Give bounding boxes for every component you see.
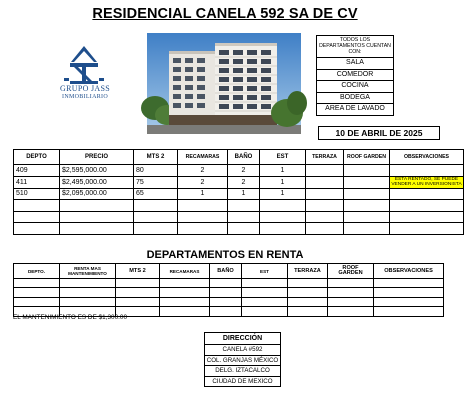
- table-cell: 65: [134, 188, 178, 200]
- header-cell: BAÑO: [228, 150, 260, 165]
- table-cell: [344, 176, 390, 188]
- address-line: CIUDAD DE MEXICO: [205, 376, 280, 387]
- table-cell: 1: [260, 188, 306, 200]
- table-cell: [390, 223, 464, 235]
- table-header-row: [14, 150, 464, 165]
- table-cell: [306, 165, 344, 177]
- table-cell: $2,495,000.00: [60, 176, 134, 188]
- table-cell: [306, 188, 344, 200]
- address-line: COL. GRANJAS MÉXICO: [206, 356, 279, 364]
- table-cell: [390, 188, 464, 200]
- table-cell: [242, 279, 288, 288]
- address-heading: DIRECCIÓN: [222, 335, 263, 342]
- header-cell: OBSERVACIONES: [374, 264, 444, 279]
- rent-section-title: DEPARTAMENTOS EN RENTA: [146, 249, 304, 261]
- table-cell: [134, 200, 178, 212]
- header-cell: ROOF GARDEN: [328, 264, 374, 279]
- table-cell: 1: [260, 176, 306, 188]
- table-cell: [390, 211, 464, 223]
- table-cell: [328, 288, 374, 297]
- header-cell: TERRAZA: [306, 150, 344, 165]
- table-row: [14, 188, 464, 200]
- table-cell: 2: [228, 176, 260, 188]
- table-cell: [60, 288, 116, 297]
- table-cell: [260, 211, 306, 223]
- table-cell: [60, 297, 116, 306]
- table-cell: [306, 211, 344, 223]
- header-cell: EST: [242, 264, 288, 279]
- amenity-item: AREA DE LAVADO: [325, 105, 385, 112]
- table-cell: [288, 307, 328, 316]
- table-cell: [306, 176, 344, 188]
- table-cell: $2,595,000.00: [60, 165, 134, 177]
- address-line: DELG. IZTACALCO: [205, 365, 280, 376]
- table-cell: [14, 288, 60, 297]
- table-cell: [306, 200, 344, 212]
- table-cell: [374, 307, 444, 316]
- table-cell: 411: [14, 176, 60, 188]
- header-cell: DEPTO.: [14, 264, 60, 279]
- table-cell: [160, 288, 210, 297]
- table-cell: [288, 288, 328, 297]
- table-cell: [210, 297, 242, 306]
- table-cell: [260, 200, 306, 212]
- table-cell: [344, 200, 390, 212]
- amenities-heading: TODOS LOS DEPARTAMENTOS CUENTAN CON:: [317, 36, 393, 58]
- table-header-row: [14, 264, 444, 279]
- amenity-item: COCINA: [317, 81, 393, 93]
- address-box: [204, 332, 281, 387]
- table-row: [14, 288, 444, 297]
- amenity-item: SALA: [317, 58, 393, 70]
- logo-text: [30, 84, 140, 100]
- header-cell: MTS 2: [134, 150, 178, 165]
- amenity-item: BODEGA: [317, 93, 393, 105]
- table-row: [14, 223, 464, 235]
- table-cell: [210, 279, 242, 288]
- table-cell: $2,095,000.00: [60, 188, 134, 200]
- observation-note: ESTA RENTADO, SE PUEDE VENDER A UN INVERSIONISTA: [391, 176, 462, 187]
- maintenance-note: EL MANTENIMIENTO ES DE $1,300.00: [13, 314, 128, 321]
- table-cell: [14, 297, 60, 306]
- table-cell: [328, 297, 374, 306]
- header-cell: MTS 2: [116, 264, 160, 279]
- table-cell: [374, 279, 444, 288]
- table-cell: [14, 211, 60, 223]
- table-row: [14, 211, 464, 223]
- header-cell: BAÑO: [210, 264, 242, 279]
- table-cell: [242, 307, 288, 316]
- table-cell: 409: [14, 165, 60, 177]
- table-cell: [60, 223, 134, 235]
- table-cell: [344, 165, 390, 177]
- table-row: [14, 165, 464, 177]
- table-cell: [344, 188, 390, 200]
- header-cell: DEPTO: [14, 150, 60, 165]
- table-cell: [242, 297, 288, 306]
- table-cell: 2: [178, 165, 228, 177]
- table-cell: [228, 223, 260, 235]
- table-cell: 1: [260, 165, 306, 177]
- table-cell: 510: [14, 188, 60, 200]
- table-cell: [60, 200, 134, 212]
- table-cell: [374, 288, 444, 297]
- table-cell: [390, 165, 464, 177]
- table-cell: [374, 297, 444, 306]
- table-cell: [116, 288, 160, 297]
- header-cell: PRECIO: [60, 150, 134, 165]
- table-cell: [288, 297, 328, 306]
- table-cell: [160, 307, 210, 316]
- table-cell: [260, 223, 306, 235]
- table-cell: [178, 200, 228, 212]
- building-photo: [147, 33, 301, 134]
- table-cell: 80: [134, 165, 178, 177]
- table-cell: [14, 200, 60, 212]
- table-cell: [60, 211, 134, 223]
- table-cell: [60, 279, 116, 288]
- date-label: 10 DE ABRIL DE 2025: [318, 126, 440, 140]
- table-cell: 2: [228, 165, 260, 177]
- table-cell: [160, 297, 210, 306]
- table-cell: [178, 223, 228, 235]
- logo-subtitle: INMOBILIARIO: [62, 94, 108, 100]
- table-cell: [328, 307, 374, 316]
- table-cell: 2: [178, 176, 228, 188]
- table-cell: [134, 211, 178, 223]
- header-cell: OBSERVACIONES: [390, 150, 464, 165]
- table-row: [14, 176, 464, 188]
- table-cell: [134, 223, 178, 235]
- header-cell: RECAMARAS: [160, 264, 210, 279]
- table-cell: [14, 223, 60, 235]
- sale-table: [13, 149, 464, 235]
- table-cell: [344, 223, 390, 235]
- amenities-box: [316, 35, 394, 116]
- header-cell: TERRAZA: [288, 264, 328, 279]
- table-cell: [116, 297, 160, 306]
- table-cell: [288, 279, 328, 288]
- rent-table: [13, 263, 444, 317]
- table-cell: [344, 211, 390, 223]
- table-cell: [160, 279, 210, 288]
- header-cell: ROOF GARDEN: [344, 150, 390, 165]
- address-line: CANELA #592: [205, 344, 280, 355]
- table-cell: [328, 279, 374, 288]
- table-row: [14, 200, 464, 212]
- table-cell: [228, 200, 260, 212]
- table-cell: [242, 288, 288, 297]
- header-cell: RECAMARAS: [178, 150, 228, 165]
- page-title: RESIDENCIAL CANELA 592 SA DE CV: [92, 6, 358, 22]
- header-cell: EST: [260, 150, 306, 165]
- table-cell: [210, 288, 242, 297]
- table-cell: 1: [178, 188, 228, 200]
- table-cell: [116, 279, 160, 288]
- table-cell: 75: [134, 176, 178, 188]
- table-cell: [178, 211, 228, 223]
- table-cell: [306, 223, 344, 235]
- table-cell: 1: [228, 188, 260, 200]
- logo-name: GRUPO JASS: [60, 84, 110, 93]
- table-cell: [228, 211, 260, 223]
- table-cell: [210, 307, 242, 316]
- table-row: [14, 297, 444, 306]
- header-cell: RENTA MAS MANTENIMIENTO: [60, 264, 116, 279]
- table-row: [14, 279, 444, 288]
- table-cell: [14, 279, 60, 288]
- amenity-item: COMEDOR: [317, 70, 393, 82]
- table-cell: [390, 200, 464, 212]
